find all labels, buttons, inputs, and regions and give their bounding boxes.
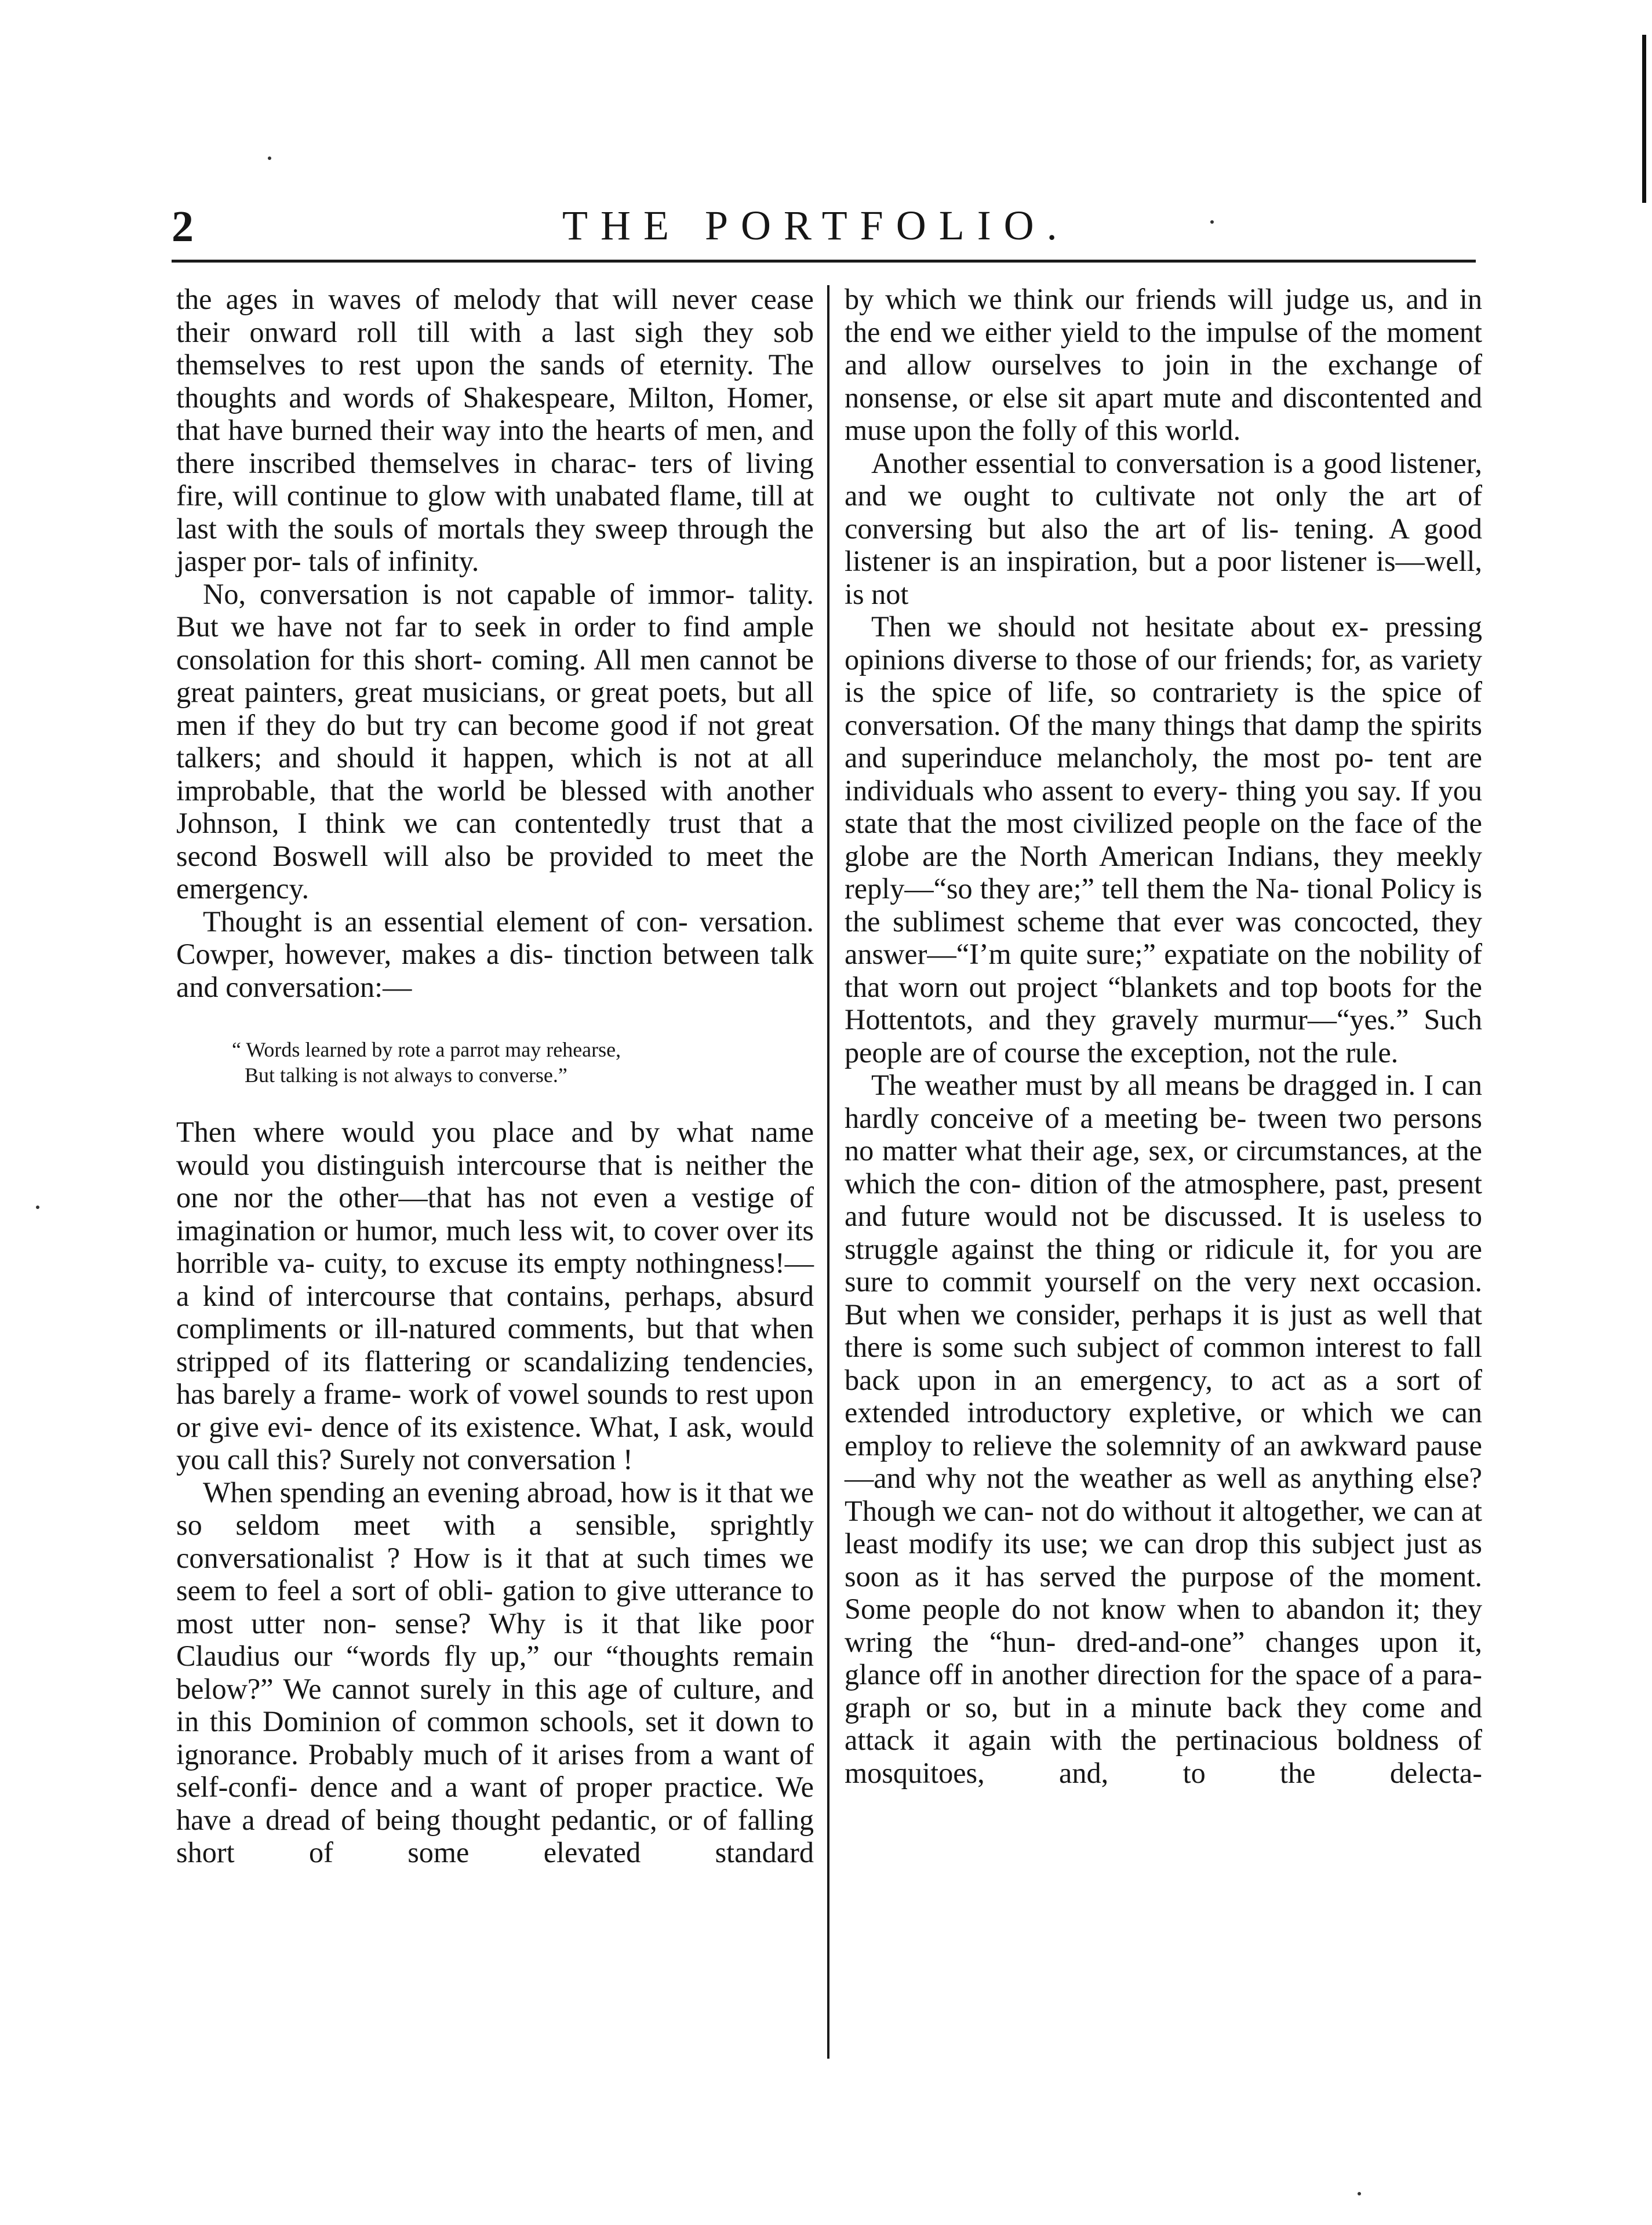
paragraph <box>176 578 814 905</box>
text-line: not even a vestige of imagination or humor, <box>176 1181 814 1247</box>
text-line: much of it arises from a want of self-confi- <box>176 1738 814 1803</box>
text-line: reply—“so they are;” tell them the Na- <box>845 872 1300 905</box>
text-line: if they do but try can become good if not <box>237 708 745 741</box>
text-line: an awkward pause—and why not the weather <box>845 1429 1482 1494</box>
text-line: tening. A good listener is an inspiration, <box>845 512 1482 577</box>
text-line: thing you say. If you state that the most <box>845 774 1483 839</box>
text-line: the ages in waves of melody that will never <box>176 283 737 315</box>
text-line: and superinduce melancholy, the most po- <box>845 741 1374 774</box>
text-line: of falling short of some elevated standard <box>176 1803 814 1869</box>
text-line: but a poor listener is—well, is not <box>845 545 1482 610</box>
text-line: dence of its existence. What, I ask, would <box>321 1410 814 1443</box>
text-line: name would you distinguish intercourse that <box>176 1116 814 1181</box>
header-rule <box>172 260 1476 263</box>
text-line: perhaps it is just as well that there is some <box>845 1298 1482 1363</box>
column-rule <box>827 285 829 2059</box>
print-speck <box>1358 2192 1361 2195</box>
text-line: blessed with another Johnson, I think we <box>176 774 814 839</box>
text-line: Shakespeare, Milton, Homer, that have <box>176 381 814 446</box>
text-line: extended introductory expletive, or which <box>845 1396 1373 1429</box>
page-edge-mark <box>1642 35 1646 203</box>
text-line: tent are individuals who assent to every- <box>845 741 1482 807</box>
text-line: boldness of mosquitoes, and, to the delecta- <box>845 1724 1482 1789</box>
text-line: the North American Indians, they meekly <box>971 839 1482 872</box>
text-line: scandalizing tendencies, has barely a frame- <box>176 1345 814 1410</box>
print-speck <box>36 1206 39 1209</box>
text-line: sense? Why is it that like poor Claudius <box>176 1607 814 1672</box>
text-line: not do without it altogether, we can at least <box>845 1494 1483 1560</box>
text-line: the moment. Some people do not know <box>845 1560 1482 1625</box>
text-line: of eternity. The thoughts and words of <box>176 348 814 414</box>
text-line: Then we should not hesitate about ex- <box>871 610 1369 643</box>
text-line: Another essential to conversation is a good <box>871 446 1382 479</box>
quote-line: But talking is not always to converse.” <box>245 1064 567 1087</box>
text-line: burned their way into the hearts of men, <box>291 414 764 446</box>
text-line: cuity, to excuse its empty nothingness!—a <box>176 1247 814 1312</box>
text-line: great musicians, or great poets, but all men <box>176 676 814 741</box>
left-column <box>176 283 814 1869</box>
text-line: in. I can hardly conceive of a meeting be- <box>845 1069 1482 1134</box>
text-line: that worn out project “blankets and top <box>845 970 1319 1003</box>
print-speck <box>268 156 271 160</box>
text-line: upon in an emergency, to act as a sort of <box>917 1363 1482 1396</box>
text-line: the art of conversing but also the art of lis- <box>845 479 1482 545</box>
text-line: such subject of common interest to fall back <box>845 1331 1482 1396</box>
text-line: to find ample consolation for this short- <box>176 610 814 676</box>
text-line: kind of intercourse that contains, perhaps, <box>202 1279 723 1312</box>
text-line: No, conversation is not capable of immor- <box>203 577 735 610</box>
paragraph <box>845 283 1482 447</box>
text-line: Of the many things that damp the spirits <box>1009 708 1482 741</box>
text-line: so contrariety is the spice of conversation. <box>845 676 1483 741</box>
print-speck <box>1210 220 1214 224</box>
text-line: will also be provided to meet the emergency. <box>176 839 814 905</box>
text-line: pressing opinions diverse to those of our <box>845 610 1483 676</box>
paragraph <box>176 1476 814 1869</box>
text-line: great talkers; and should it happen, which <box>176 708 814 774</box>
page-number: 2 <box>172 202 194 251</box>
text-line: tality. But we have not far to seek in order <box>176 577 814 643</box>
text-line: modify its use; we can drop this subject <box>908 1527 1395 1560</box>
text-line: the exception, not the rule. <box>1087 1036 1399 1069</box>
text-line: Then where would you place and by what <box>176 1116 734 1148</box>
text-line: absurd compliments or ill-natured comments, <box>176 1279 814 1345</box>
text-line: Thought is an essential element of con- <box>203 905 688 938</box>
text-line: versation. Cowper, however, makes a dis- <box>176 905 814 970</box>
text-line: at such times we seem to feel a sort of obli- <box>176 1541 814 1607</box>
paragraph <box>176 905 814 1004</box>
text-line: quite sure;” expatiate on the nobility of <box>1019 938 1482 970</box>
text-line: to struggle against the thing or ridicule it, <box>845 1200 1482 1265</box>
text-line: is not at all improbable, that the world be <box>176 741 814 807</box>
text-line: mortals they sweep through the jasper por- <box>176 512 814 577</box>
text-line: much less wit, to cover over its horrible va- <box>176 1214 814 1279</box>
text-line: dition of the atmosphere, past, present and <box>845 1167 1482 1232</box>
text-line: civilized people on the face of the globe are <box>845 807 1482 872</box>
text-line: have a dread of being thought pedantic, or <box>176 1803 692 1836</box>
text-line: The weather must by all means be dragged <box>871 1069 1378 1101</box>
text-line: of the moment and allow ourselves to join <box>845 315 1482 381</box>
text-line: and attack it again with the pertinacious <box>845 1691 1482 1756</box>
right-column <box>845 283 1482 1789</box>
text-line: when to abandon it; they wring the “hun- <box>845 1593 1482 1658</box>
text-line: for you are sure to commit yourself on the <box>845 1232 1482 1298</box>
paragraph <box>845 447 1482 611</box>
text-line: tional Policy is the sublimest scheme that <box>845 872 1482 938</box>
text-line: ters of living fire, will continue to glow with <box>176 446 814 512</box>
text-line: murmur—“yes.” Such people are of course <box>845 1003 1482 1069</box>
text-line: but that when stripped of its flattering or <box>176 1312 814 1378</box>
text-line: cease their onward roll till with a last sigh <box>176 283 814 348</box>
text-line: friends; for, as variety is the spice of life, <box>845 643 1482 708</box>
quotation <box>176 1037 814 1088</box>
text-line: tween two persons no matter what their age, <box>845 1101 1482 1167</box>
text-line: very next occasion. But when we consider, <box>845 1265 1482 1331</box>
text-line: unabated flame, till at last with the souls of <box>176 479 814 545</box>
paragraph <box>845 1069 1482 1789</box>
quote-line: “ Words learned by rote a parrot may rehearse, <box>232 1038 621 1061</box>
paragraph <box>176 283 814 578</box>
text-line: boots for the Hottentots, and they gravely <box>845 970 1482 1036</box>
text-line: coming. All men cannot be great painters, <box>176 643 814 708</box>
running-title: THE PORTFOLIO. <box>562 202 1070 249</box>
text-line: listener, and we ought to cultivate not only <box>845 446 1483 512</box>
text-line: tinction between talk and conversation:— <box>176 938 814 1003</box>
text-line: you call this? Surely not conversation ! <box>176 1443 633 1476</box>
text-line: sex, or circumstances, at the which the con- <box>845 1134 1482 1200</box>
text-line: dence and a want of proper practice. We <box>310 1771 814 1803</box>
text-line: When spending an evening abroad, how <box>203 1476 671 1509</box>
text-line: can contentedly trust that a second Boswell <box>176 807 814 872</box>
text-line: just as soon as it has served the purpose of <box>845 1527 1482 1593</box>
text-line: graph or so, but in a minute back they come <box>845 1691 1425 1724</box>
text-line: schools, set it down to ignorance. Probably <box>176 1705 814 1771</box>
text-line: sprightly conversationalist ? How is it that <box>176 1509 814 1574</box>
text-line: apart mute and discontented and muse upon <box>845 381 1482 446</box>
text-line: in another direction for the space of a para- <box>970 1658 1482 1691</box>
text-line: as well as anything else? Though we can- <box>845 1462 1482 1527</box>
text-line: is neither the one nor the other—that has <box>176 1148 814 1214</box>
text-line: dred-and-one” changes upon it, glance off <box>845 1625 1482 1691</box>
text-line: culture, and in this Dominion of common <box>176 1672 814 1738</box>
text-line: tals of infinity. <box>308 545 479 577</box>
text-line: work of vowel sounds to rest upon or give evi- <box>176 1378 814 1443</box>
text-line: our “words fly up,” our “thoughts remain <box>293 1640 814 1672</box>
text-line: the folly of this world. <box>978 414 1241 446</box>
text-line: ever was concocted, they answer—“I’m <box>845 905 1482 970</box>
text-line: below?” We cannot surely in this age of <box>176 1672 663 1705</box>
text-line: future would not be discussed. It is useless <box>900 1200 1446 1232</box>
text-line: and in the end we either yield to the impulse <box>845 283 1482 348</box>
text-line: gation to give utterance to most utter non- <box>176 1574 814 1640</box>
text-line: we can employ to relieve the solemnity of <box>845 1396 1483 1462</box>
text-line: and there inscribed themselves in charac- <box>176 414 814 479</box>
text-line: they sob themselves to rest upon the sands <box>176 315 814 381</box>
text-line: in the exchange of nonsense, or else sit <box>845 348 1482 414</box>
paragraph <box>176 1116 814 1476</box>
paragraph <box>845 610 1482 1069</box>
text-line: is it that we so seldom meet with a sensible, <box>176 1476 814 1541</box>
text-line: by which we think our friends will judge us, <box>845 283 1395 315</box>
